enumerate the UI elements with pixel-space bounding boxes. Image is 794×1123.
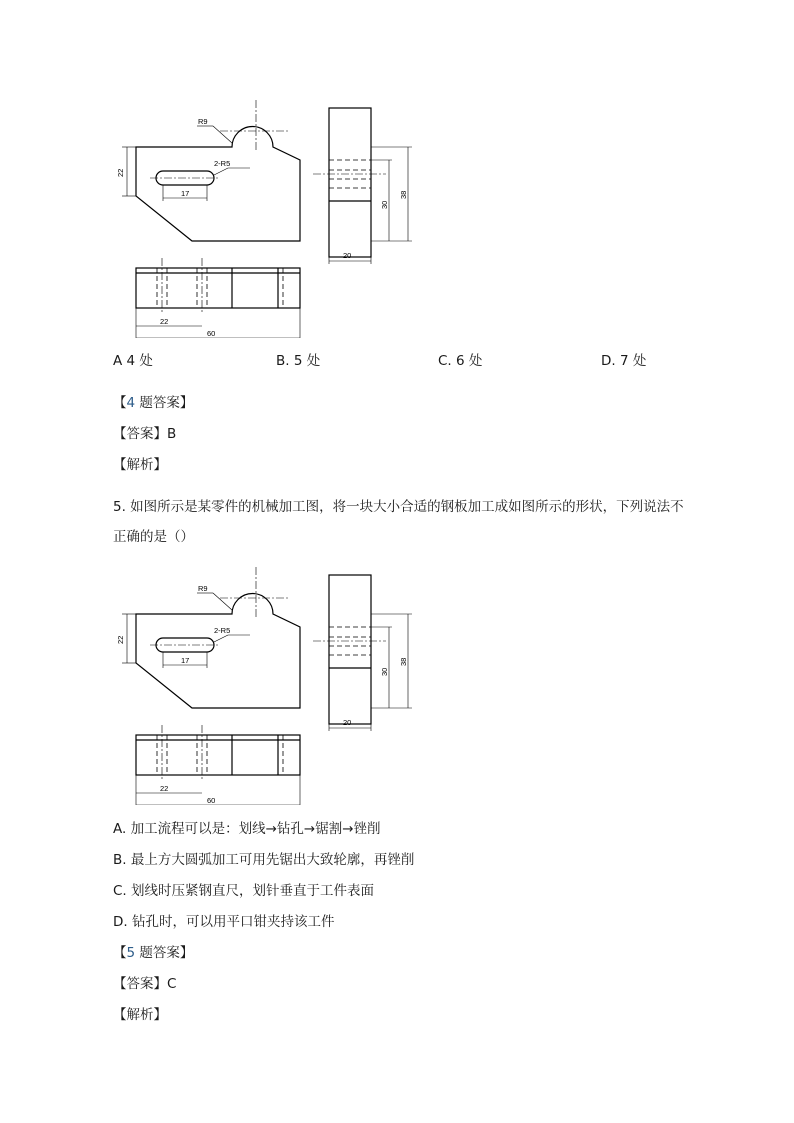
slot-label: 2-R5 [214, 159, 231, 168]
technical-drawing-q4 [110, 98, 430, 338]
depth-20-label: 20 [343, 718, 352, 727]
q4-option-c: C. 6 处 [438, 353, 483, 369]
radius-label: R9 [198, 117, 208, 126]
q4-option-d: D. 7 处 [601, 353, 647, 369]
q4-analysis-label: 【解析】 [113, 457, 167, 473]
technical-drawing-q5 [110, 565, 430, 805]
slot-length-label: 17 [181, 189, 190, 198]
q4-answer-line [113, 425, 176, 443]
depth-20-label: 20 [343, 251, 352, 260]
height-22-label: 22 [116, 635, 125, 644]
q5-question-line1: 5. 如图所示是某零件的机械加工图，将一块大小合适的钢板加工成如图所示的形状，下列说法不 [113, 499, 684, 515]
q5-answer-header-number: 5 [126, 945, 136, 961]
q5-analysis-label: 【解析】 [113, 1007, 167, 1023]
q5-question-line2: 正确的是（） [113, 529, 194, 545]
q4-option-a: A 4 处 [113, 353, 153, 369]
technical-drawing-svg [110, 98, 430, 338]
q4-answer-value: B [167, 426, 177, 442]
q5-option-c: C. 划线时压紧钢直尺，划针垂直于工件表面 [113, 883, 375, 899]
bottom-22-label: 22 [160, 317, 169, 326]
q4-answer-header-number: 4 [126, 395, 136, 411]
bottom-60-label: 60 [207, 329, 216, 338]
height-22-label: 22 [116, 168, 125, 177]
bottom-22-label: 22 [160, 784, 169, 793]
slot-label: 2-R5 [214, 626, 231, 635]
q5-answer-header: 【5 题答案】 [113, 945, 194, 961]
q4-answer-header: 【4 题答案】 [113, 395, 194, 411]
q5-answer-value: C [167, 976, 177, 992]
q5-option-d: D. 钻孔时，可以用平口钳夹持该工件 [113, 914, 335, 930]
q4-option-b: B. 5 处 [276, 353, 321, 369]
q5-option-b: B. 最上方大圆弧加工可用先锯出大致轮廓，再锉削 [113, 852, 415, 868]
height-30-label: 30 [380, 667, 389, 676]
radius-label: R9 [198, 584, 208, 593]
height-38-label: 38 [399, 190, 408, 199]
q5-option-a: A. 加工流程可以是：划线→钻孔→锯割→锉削 [113, 821, 381, 837]
height-30-label: 30 [380, 200, 389, 209]
slot-length-label: 17 [181, 656, 190, 665]
height-38-label: 38 [399, 657, 408, 666]
q4-answer-label: 【答案】 [113, 426, 167, 442]
bottom-60-label: 60 [207, 796, 216, 805]
technical-drawing-svg [110, 565, 430, 805]
q5-answer-line [113, 975, 176, 993]
q5-answer-label: 【答案】 [113, 976, 167, 992]
